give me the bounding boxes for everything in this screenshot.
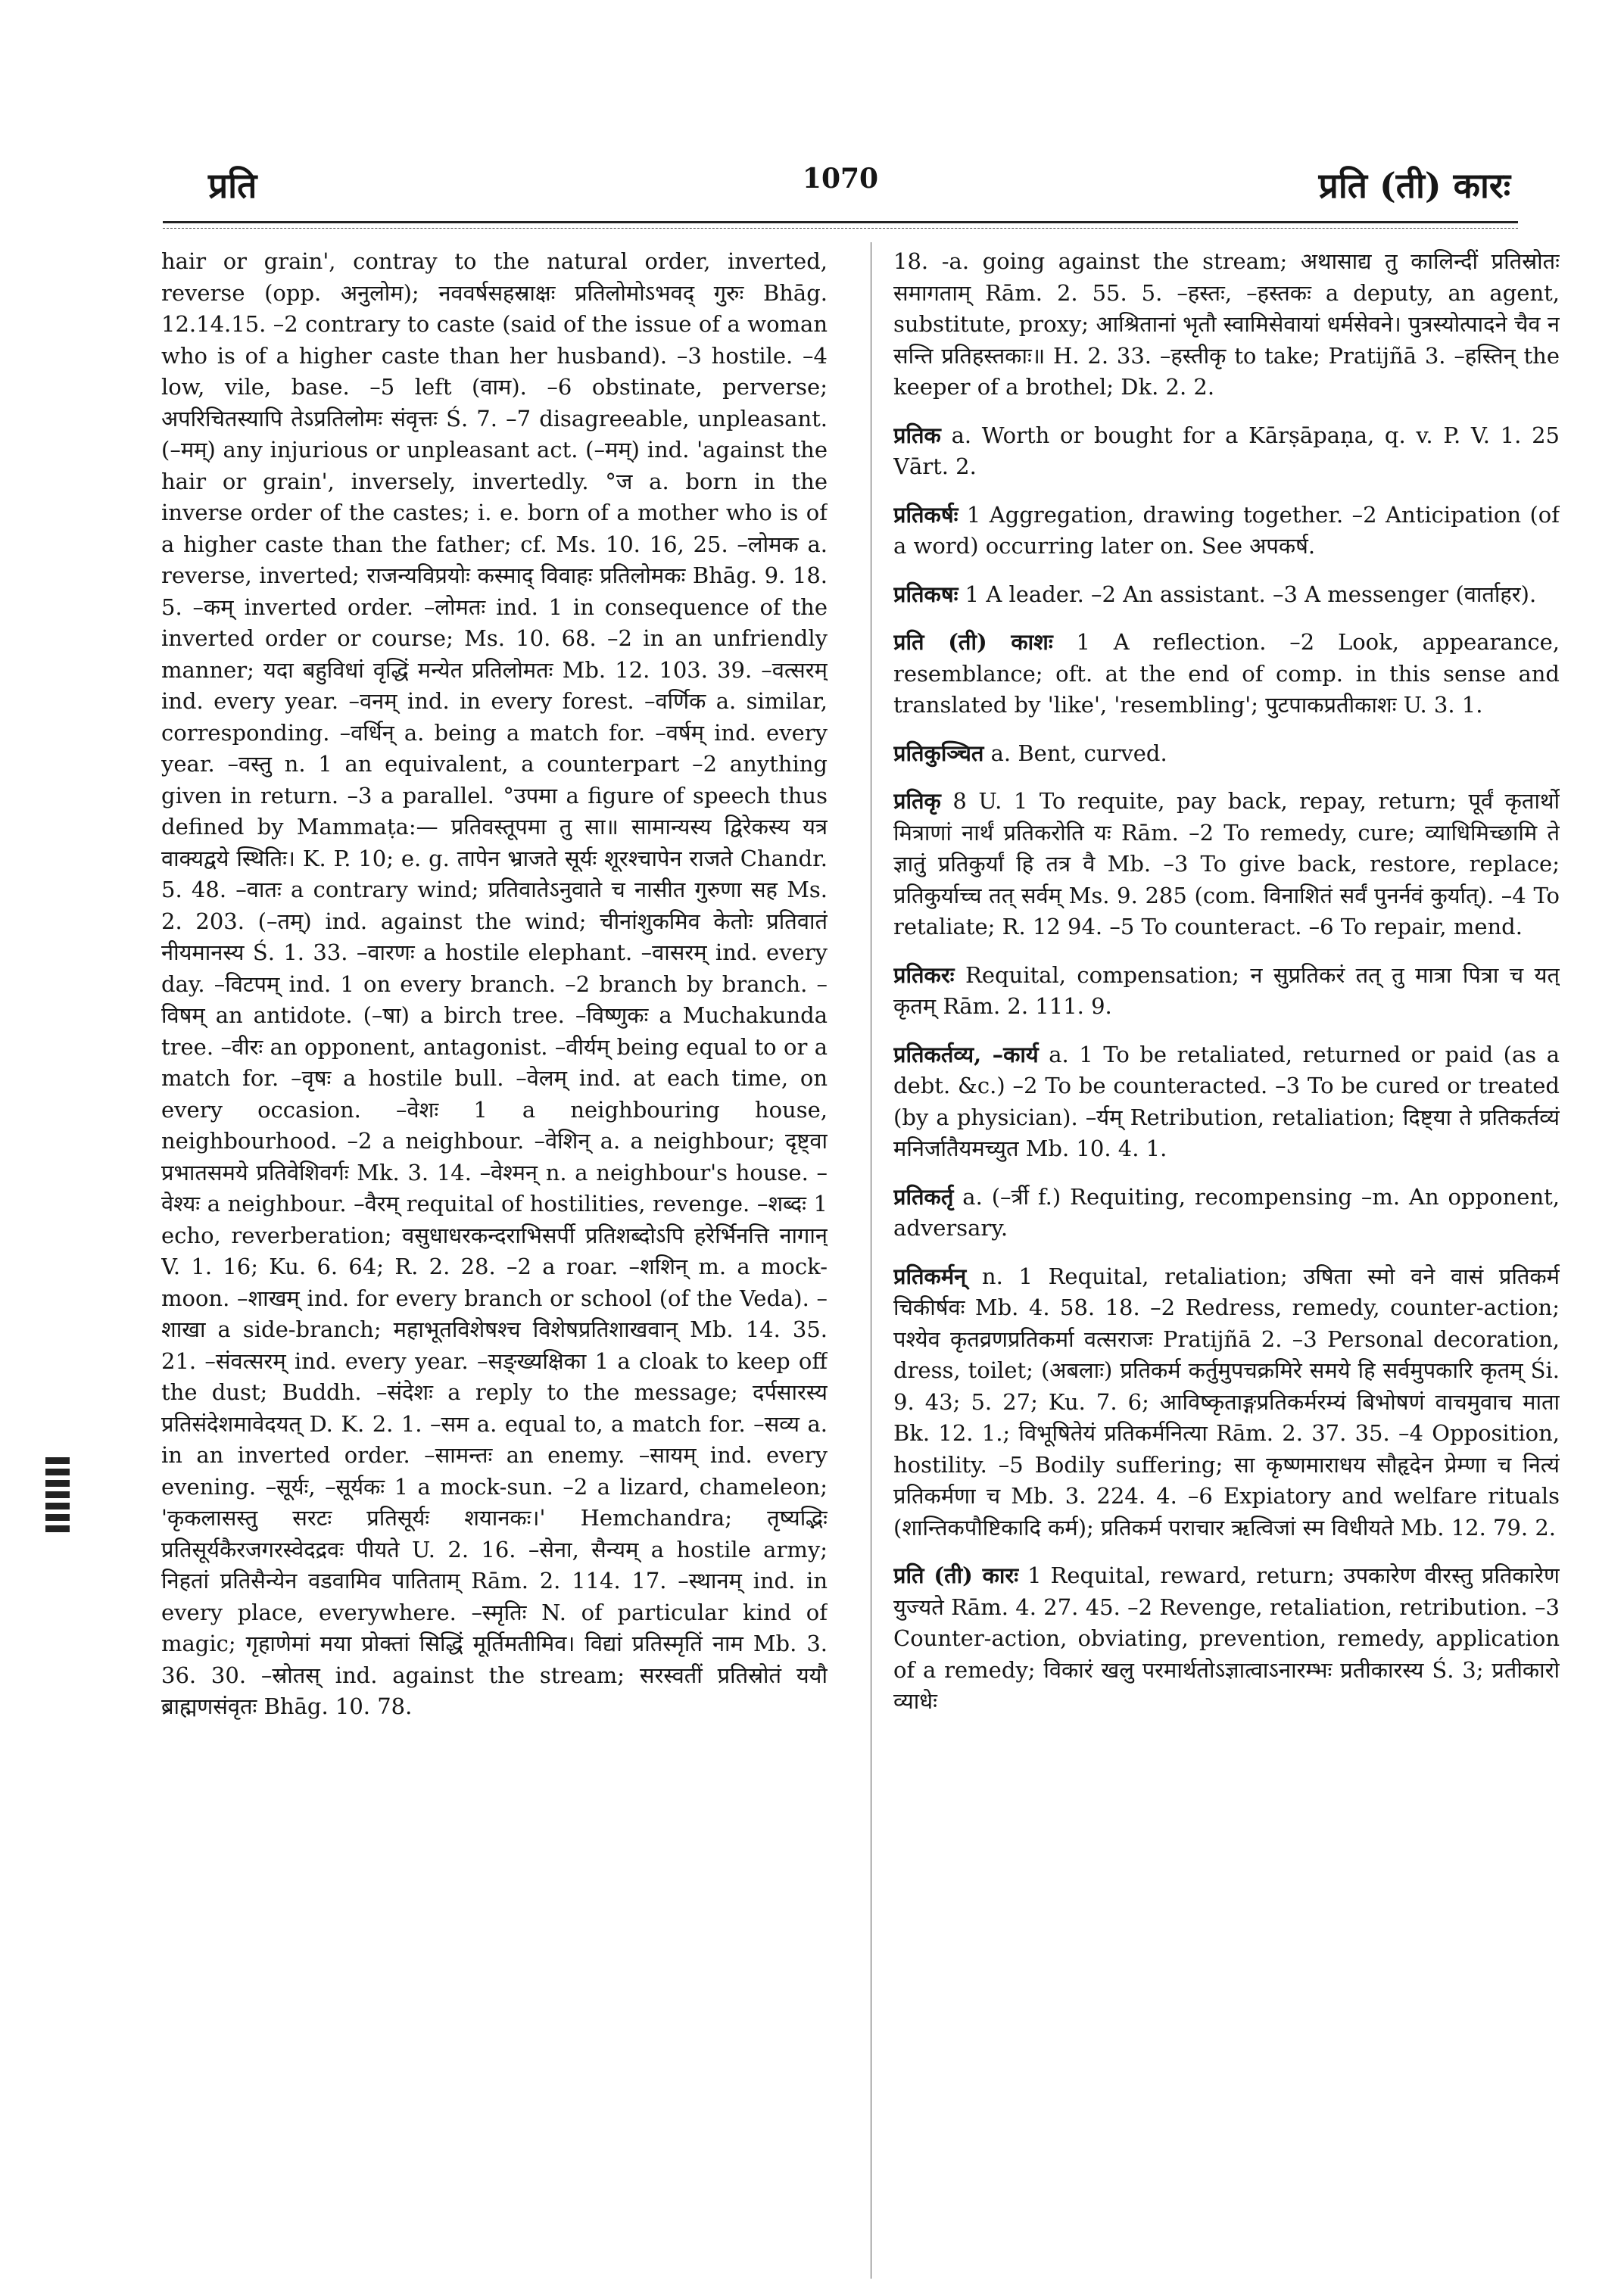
entry-headword: प्रतिकर्तृ: [893, 1183, 954, 1210]
entry-headword: प्रतिकषः: [893, 581, 959, 607]
dictionary-entry: [893, 1182, 1560, 1245]
entry-definition: 1 Aggregation, drawing together. –2 Anticipation (of a word) occurring later on. See अपकर्ष.: [893, 501, 1560, 559]
dictionary-entry: [893, 246, 1560, 403]
entry-headword: प्रतिकरः: [893, 961, 955, 988]
margin-marker-icon: [45, 1457, 70, 1541]
entry-definition: n. 1 Requital, retaliation; उषिता स्मो वने वासं प्रतिकर्म चिकीर्षवः Mb. 4. 58. 18. –2 Redress, remedy, counter-action; पश्येव कृतव्रणप्रतिकर्मा वत्सराजः Pratijñā 2. –3 Personal decoration, dress, toilet; (अबलाः) प्रतिकर्म कर्तुमुपचक्रमिरे समये हि सर्वमुपकारि कृतम् Śi. 9. 43; 5. 27; Ku. 7. 6; आविष्कृताङ्गप्रतिकर्मरम्यं बिभोषणं वाचमुवाच माता Bk. 12. 1.; विभूषितेयं प्रतिकर्मनित्या Rām. 2. 37. 35. –4 Opposition, hostility. –5 Bodily suffering; सा कृष्णमाराधय सौहृदेन प्रेम्णा च नित्यं प्रतिकर्मणा च Mb. 3. 224. 4. –6 Expiatory and welfare rituals (शान्तिकपौष्टिकादि कर्म); प्रतिकर्म पराचार ऋत्विजां स्म विधीयते Mb. 12. 79. 2.: [893, 1263, 1560, 1541]
entry-definition: a. 1 To be retaliated, returned or paid (as a debt. &c.) –2 To be counteracted. –3 To be cured or treated (by a physician). –र्यम् Retribution, retaliation; दिष्ट्या ते प्रतिकर्तव्यं मनिर्जातैयमच्युत Mb. 10. 4. 1.: [893, 1041, 1560, 1161]
left-column: [161, 246, 828, 2275]
guide-word-left: प्रति: [208, 165, 257, 206]
dictionary-entry: [893, 786, 1560, 943]
entry-definition: 18. -a. going against the stream; अथासाद्य तु कालिन्दीं प्रतिस्रोतः समागताम् Rām. 2. 55. 5. –हस्तः, –हस्तकः a deputy, an agent, substitute, proxy; आश्रितानां भृतौ स्वामिसेवायां धर्मसेवने। पुत्रस्योत्पादने चैव न सन्ति प्रतिहस्तकाः॥ H. 2. 33. –हस्तीकृ to take; Pratijñā 3. –हस्तिन् the keeper of a brothel; Dk. 2. 2.: [893, 248, 1560, 400]
entry-headword: प्रति (ती) काशः: [893, 629, 1053, 655]
page-header: [163, 155, 1518, 216]
dictionary-entry: [893, 1261, 1560, 1544]
dictionary-entry: [893, 627, 1560, 721]
dictionary-entry: [893, 579, 1560, 611]
dictionary-entry: [893, 1039, 1560, 1165]
entry-definition: a. Worth or bought for a Kārṣāpaṇa, q. v. P. V. 1. 25 Vārt. 2.: [893, 422, 1560, 479]
guide-word-right: प्रति (ती) कारः: [1318, 165, 1510, 206]
entry-headword: प्रतिकर्तव्य, –कार्य: [893, 1041, 1039, 1067]
entry-definition: 1 Requital, reward, return; उपकारेण वीरस्तु प्रतिकारेण युज्यते Rām. 4. 27. 45. –2 Revenge, retaliation, retribution. –3 Counter-action, obviating, prevention, remedy, application of a remedy; विकारं खलु परमार्थतोऽज्ञात्वाऽनारम्भः प्रतीकारस्य Ś. 3; प्रतीकारो व्याधेः: [893, 1562, 1560, 1714]
dictionary-entry: [893, 1560, 1560, 1718]
entry-definition: 8 U. 1 To requite, pay back, repay, return; पूर्वं कृतार्थो मित्राणां नार्थं प्रतिकरोति यः Rām. –2 To remedy, cure; व्याधिमिच्छामि ते ज्ञातुं प्रतिकुर्यां हि तत्र वै Mb. –3 To give back, restore, replace; प्रतिकुर्याच्च तत् सर्वम् Ms. 9. 285 (com. विनाशितं सर्वं पुनर्नवं कुर्यात्). –4 To retaliate; R. 12 94. –5 To counteract. –6 To repair, mend.: [893, 788, 1560, 939]
entry-definition: Requital, compensation; न सुप्रतिकरं तत् तु मात्रा पित्रा च यत् कृतम् Rām. 2. 111. 9.: [893, 961, 1560, 1019]
dictionary-entry: [893, 500, 1560, 562]
dictionary-entry: [893, 960, 1560, 1023]
dictionary-entry: [893, 738, 1560, 770]
right-column: [893, 246, 1560, 2275]
entry-headword: प्रतिकुञ्चित: [893, 740, 984, 766]
header-rule: [163, 221, 1518, 229]
entry-definition: 1 A leader. –2 An assistant. –3 A messenger (वार्ताहर).: [965, 581, 1537, 607]
entry-headword: प्रतिक: [893, 422, 941, 448]
left-column-text: hair or grain', contray to the natural order, inverted, reverse (opp. अनुलोम); नववर्षसहस्राक्षः प्रतिलोमोऽभवद् गुरुः Bhāg. 12.14.15. –2 contrary to caste (said of the issue of a woman who is of a higher caste than her husband). –3 hostile. –4 low, vile, base. –5 left (वाम). –6 obstinate, perverse; अपरिचितस्यापि तेऽप्रतिलोमः संवृत्तः Ś. 7. –7 disagreeable, unpleasant. (–मम्) any injurious or unpleasant act. (–मम्) ind. 'against the hair or grain', inversely, invertedly. °ज a. born in the inverse order of the castes; i. e. born of a mother who is of a higher caste than the father; cf. Ms. 10. 16, 25. –लोमक a. reverse, inverted; राजन्यविप्रयोः कस्माद् विवाहः प्रतिलोमकः Bhāg. 9. 18. 5. –कम् inverted order. –लोमतः ind. 1 in consequence of the inverted order or course; Ms. 10. 68. –2 in an unfriendly manner; यदा बहुविधां वृद्धिं मन्येत प्रतिलोमतः Mb. 12. 103. 39. –वत्सरम् ind. every year. –वनम् ind. in every forest. –वर्णिक a. similar, corresponding. –वर्धिन् a. being a match for. –वर्षम् ind. every year. –वस्तु n. 1 an equivalent, a counterpart –2 anything given in return. –3 a parallel. °उपमा a figure of speech thus defined by Mammaṭa:— प्रतिवस्तूपमा तु सा॥ सामान्यस्य द्विरेकस्य यत्र वाक्यद्वये स्थितिः। K. P. 10; e. g. तापेन भ्राजते सूर्यः शूरश्चापेन राजते Chandr. 5. 48. –वातः a contrary wind; प्रतिवातेऽनुवाते च नासीत गुरुणा सह Ms. 2. 203. (–तम्) ind. against the wind; चीनांशुकमिव केतोः प्रतिवातं नीयमानस्य Ś. 1. 33. –वारणः a hostile elephant. –वासरम् ind. every day. –विटपम् ind. 1 on every branch. –2 branch by branch. –विषम् an antidote. (–षा) a birch tree. –विष्णुकः a Muchakunda tree. –वीरः an opponent, antagonist. –वीर्यम् being equal to or a match for. –वृषः a hostile bull. –वेलम् ind. at each time, on every occasion. –वेशः 1 a neighbouring house, neighbourhood. –2 a neighbour. –वेशिन् a. a neighbour; दृष्ट्वा प्रभातसमये प्रतिवेशिवर्गः Mk. 3. 14. –वेश्मन् n. a neighbour's house. –वेश्यः a neighbour. –वैरम् requital of hostilities, revenge. –शब्दः 1 echo, reverberation; वसुधाधरकन्दराभिसर्पी प्रतिशब्दोऽपि हरेर्भिनत्ति नागान् V. 1. 16; Ku. 6. 64; R. 2. 28. –2 a roar. –शशिन् m. a mock-moon. –शाखम् ind. for every branch or school (of the Veda). –शाखा a side-branch; महाभूतविशेषश्च विशेषप्रतिशाखवान् Mb. 14. 35. 21. –संवत्सरम् ind. every year. –सङ्ख्यक्षिका 1 a cloak to keep off the dust; Buddh. –संदेशः a reply to the message; दर्पसारस्य प्रतिसंदेशमावेदयत् D. K. 2. 1. –सम a. equal to, a match for. –सव्य a. in an inverted order. –सामन्तः an enemy. –सायम् ind. every evening. –सूर्यः, –सूर्यकः 1 a mock-sun. –2 a lizard, chameleon; 'कृकलासस्तु सरटः प्रतिसूर्यः शयानकः।' Hemchandra; तृष्यद्भिः प्रतिसूर्यकैरजगरस्वेदद्रवः पीयते U. 2. 16. –सेना, सैन्यम् a hostile army; निहतां प्रतिसैन्येन वडवामिव पातिताम् Rām. 2. 114. 17. –स्थानम् ind. in every place, everywhere. –स्मृतिः N. of particular kind of magic; गृहाणेमां मया प्रोक्तां सिद्धिं मूर्तिमतीमिव। विद्यां प्रतिस्मृतिं नाम Mb. 3. 36. 30. –स्रोतस् ind. against the stream; सरस्वतीं प्रतिस्रोतं ययौ ब्राह्मणसंवृतः Bhāg. 10. 78.: [161, 248, 828, 1719]
entry-headword: प्रतिकृ: [893, 788, 941, 814]
entry-headword: प्रति (ती) कारः: [893, 1562, 1019, 1588]
entry-definition: a. (–र्त्री f.) Requiting, recompensing –m. An opponent, adversary.: [893, 1183, 1560, 1241]
entry-definition: 1 A reflection. –2 Look, appearance, resemblance; oft. at the end of comp. in this sense and translated by 'like', 'resembling'; पुटपाकप्रतीकाशः U. 3. 1.: [893, 629, 1560, 718]
entry-headword: प्रतिकर्मन्: [893, 1263, 967, 1289]
entry-definition: a. Bent, curved.: [990, 740, 1167, 766]
entry-headword: प्रतिकर्षः: [893, 501, 959, 528]
page-number: 1070: [802, 163, 879, 195]
dictionary-entry: [893, 420, 1560, 483]
